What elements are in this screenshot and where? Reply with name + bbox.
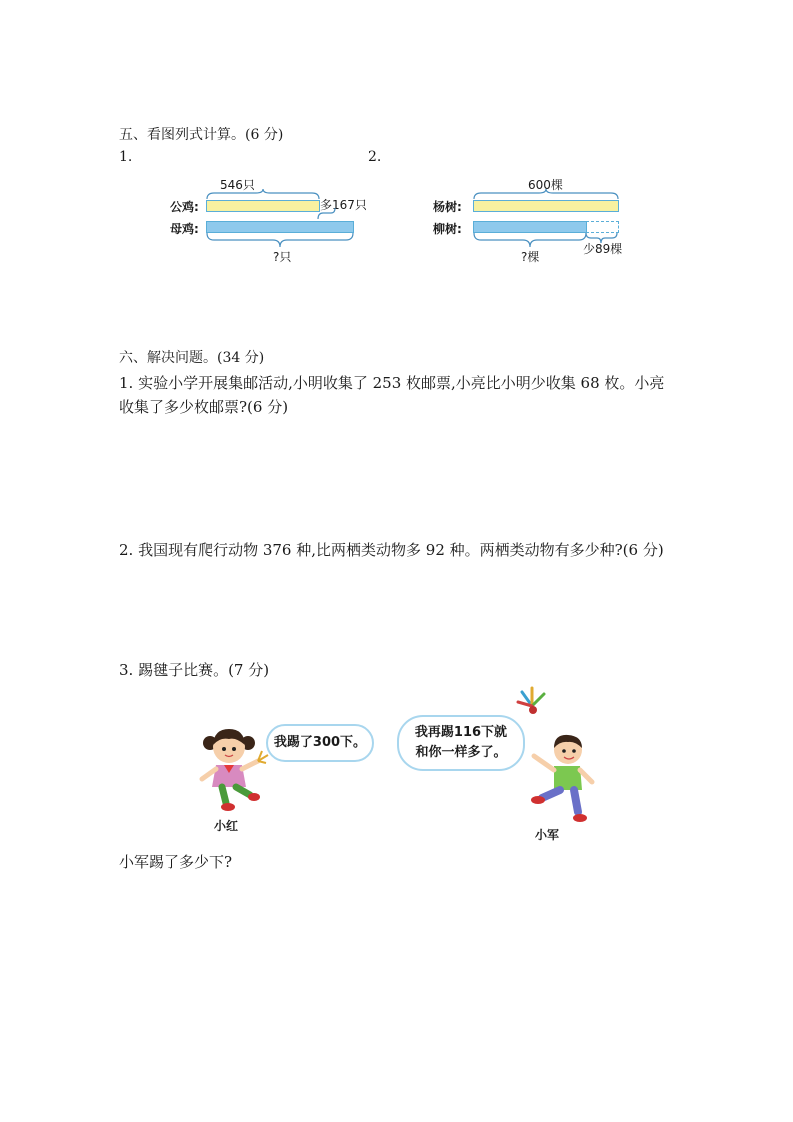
diagram2-number: 2. <box>368 149 382 165</box>
question-2: 2. 我国现有爬行动物 376 种,比两栖类动物多 92 种。两栖类动物有多少种?(6 分) <box>119 541 664 559</box>
diagram1-number: 1. <box>119 149 133 165</box>
line-diagram-1 <box>170 170 370 270</box>
boy-speech-bubble <box>397 715 525 771</box>
diagram2-row1-label: 杨树: <box>433 200 462 214</box>
diagram1-top-brace <box>206 188 320 200</box>
diagram2-row2-label: 柳树: <box>433 222 462 236</box>
line-diagram-2 <box>433 170 633 270</box>
diagram1-row1-label: 公鸡: <box>170 200 199 214</box>
diagram2-less-label: 少89棵 <box>583 242 623 256</box>
diagram2-top-label: 600棵 <box>528 178 563 192</box>
shuttlecock-icon <box>512 686 552 718</box>
girl-speech-text: 我踢了300下。 <box>273 735 367 750</box>
diagram1-more-label: 多167只 <box>320 198 367 212</box>
diagram1-row2-label: 母鸡: <box>170 222 199 236</box>
girl-illustration <box>196 723 276 815</box>
diagram1-bottom-label: ?只 <box>273 250 292 264</box>
question-1-line-2: 收集了多少枚邮票?(6 分) <box>119 398 289 416</box>
girl-name-label: 小红 <box>214 819 239 833</box>
diagram2-bottom-label: ?棵 <box>521 250 540 264</box>
boy-speech-line-1: 我再踢116下就 <box>414 725 508 740</box>
diagram2-top-brace <box>473 188 619 200</box>
diagram1-more-brace <box>317 206 357 220</box>
diagram1-bottom-brace <box>206 232 354 248</box>
question-3-title: 3. 踢毽子比赛。(7 分) <box>119 661 270 679</box>
diagram2-yellow-bar <box>473 200 619 212</box>
diagram1-yellow-bar <box>206 200 320 212</box>
girl-speech-bubble <box>266 724 374 762</box>
section6-heading: 六、解决问题。(34 分) <box>119 350 265 366</box>
boy-name-label: 小军 <box>535 828 560 842</box>
diagram1-top-label: 546只 <box>220 178 255 192</box>
boy-speech-line-2: 和你一样多了。 <box>415 745 507 760</box>
section5-heading: 五、看图列式计算。(6 分) <box>119 127 284 143</box>
diagram2-bottom-brace <box>473 232 589 248</box>
question-3-prompt: 小军踢了多少下? <box>119 853 233 871</box>
question-1-line-1: 1. 实验小学开展集邮活动,小明收集了 253 枚邮票,小亮比小明少收集 68 枚。小亮 <box>119 374 665 392</box>
boy-illustration <box>520 732 600 824</box>
